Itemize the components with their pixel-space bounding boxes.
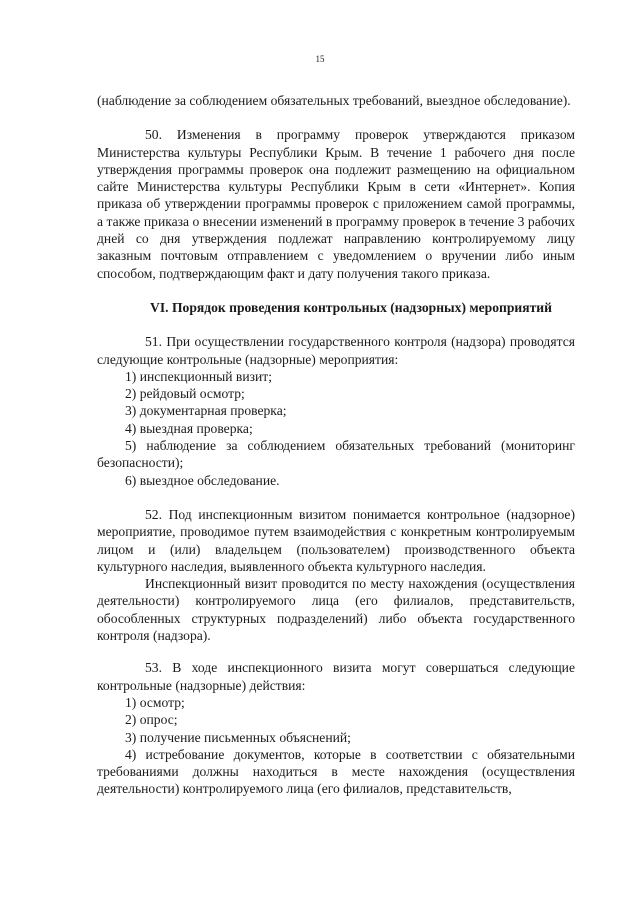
section-heading: VI. Порядок проведения контрольных (надзорных) мероприятий bbox=[150, 299, 552, 315]
paragraph-continuation: (наблюдение за соблюдением обязательных требований, выездное обследование). bbox=[97, 93, 571, 108]
paragraph-52-second: Инспекционный визит проводится по месту нахождения (осуществления деятельности) контролируемого лица (его филиалов, представительств, обособленных структурных подразделений) либо объекта государственного контроля (надзора). bbox=[97, 576, 575, 644]
list-item: 1) осмотр; bbox=[125, 694, 185, 710]
paragraph-53: 53. В ходе инспекционного визита могут совершаться следующие контрольные (надзорные) действия: bbox=[97, 660, 575, 693]
list-item: 6) выездное обследование. bbox=[125, 472, 280, 488]
list-item: 5) наблюдение за соблюдением обязательных требований (мониторинг безопасности); bbox=[97, 438, 575, 471]
list-item: 2) рейдовый осмотр; bbox=[125, 386, 245, 402]
page-number: 15 bbox=[315, 54, 325, 64]
list-item: 4) выездная проверка; bbox=[125, 420, 253, 436]
list-item: 4) истребование документов, которые в соответствии с обязательными требованиями должны находиться в месте нахождения (осуществления деятельности) контролируемого лица (его филиалов, представительств, bbox=[97, 746, 575, 797]
paragraph-52: 52. Под инспекционным визитом понимается контрольное (надзорное) мероприятие, проводимое путем взаимодействия с конкретным контролируемым лицом и (или) владельцем (пользователем) производственного объекта культурного наследия, выявленного объекта культурного наследия. bbox=[97, 506, 575, 574]
paragraph-51: 51. При осуществлении государственного контроля (надзора) проводятся следующие контрольные (надзорные) мероприятия: bbox=[97, 334, 575, 367]
list-item: 1) инспекционный визит; bbox=[125, 368, 272, 384]
list-item: 3) документарная проверка; bbox=[125, 403, 287, 419]
list-item: 2) опрос; bbox=[125, 712, 178, 728]
paragraph-50: 50. Изменения в программу проверок утверждаются приказом Министерства культуры Республики Крым. В течение 1 рабочего дня после утверждения программы проверок она подлежит размещению на официальном сайте Министерства культуры Республики Крым в сети «Интернет». Копия приказа об утверждении программы проверок с приложением самой программы, а также приказа о внесении изменений в программу проверок в течение 3 рабочих дней со дня утверждения подлежат направлению контролируемому лицу заказным почтовым отправлением с уведомлением о вручении либо иным способом, подтверждающим факт и дату получения такого приказа. bbox=[97, 127, 575, 281]
document-body bbox=[97, 92, 575, 798]
list-item: 3) получение письменных объяснений; bbox=[125, 729, 351, 745]
